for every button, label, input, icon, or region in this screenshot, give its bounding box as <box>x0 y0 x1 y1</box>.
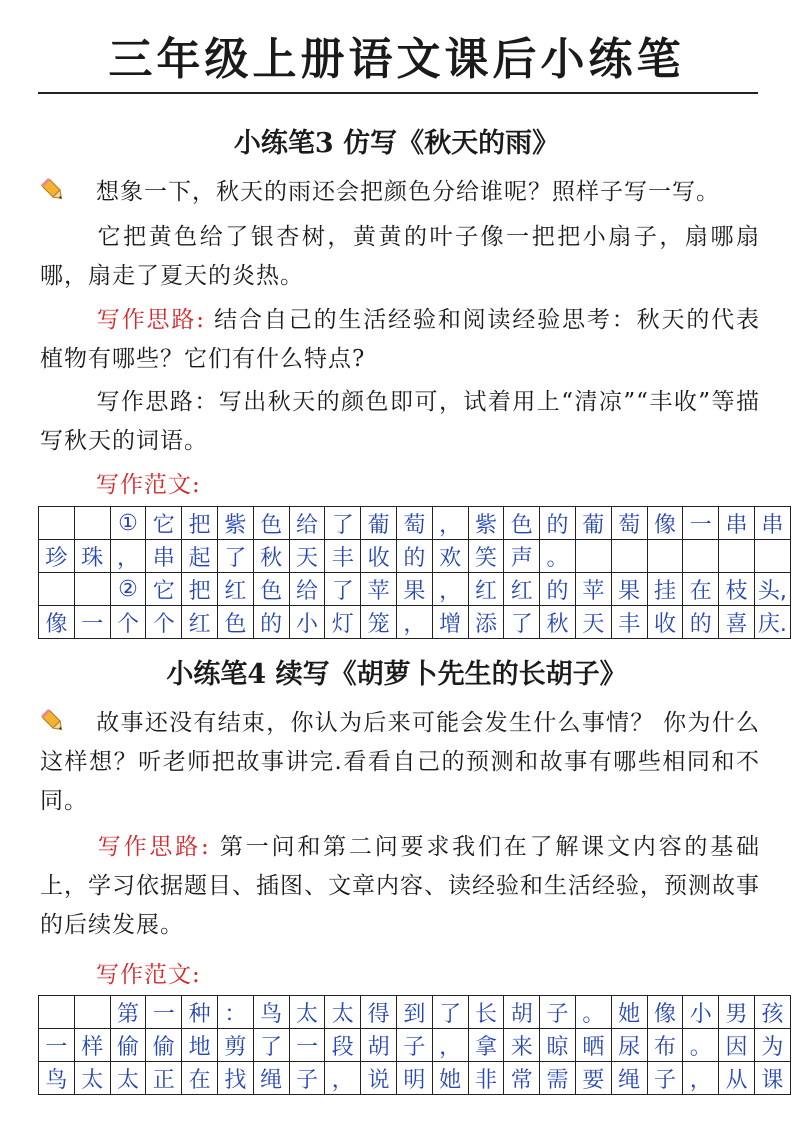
grid-cell: 了 <box>253 1029 289 1062</box>
grid-cell <box>647 540 683 573</box>
grid-cell: 欢 <box>432 540 468 573</box>
grid-cell: ， <box>432 573 468 606</box>
grid-cell: 的 <box>396 540 432 573</box>
grid-cell: 苹 <box>575 573 611 606</box>
grid-cell <box>611 540 647 573</box>
grid-row <box>39 1062 791 1095</box>
grid-cell: 课 <box>754 1062 790 1095</box>
grid-cell: 丰 <box>325 540 361 573</box>
grid-cell: 的 <box>540 573 576 606</box>
grid-cell: 秋 <box>253 540 289 573</box>
grid-cell: 的 <box>253 606 289 639</box>
grid-cell <box>575 540 611 573</box>
grid-cell: 正 <box>146 1062 182 1095</box>
section3-tip1: 写作思路: 结合自己的生活经验和阅读经验思考：秋天的代表植物有哪些？它们有什么特点? <box>40 307 761 372</box>
grid-cell: 尿 <box>611 1029 647 1062</box>
grid-cell <box>39 507 75 540</box>
grid-cell: 需 <box>540 1062 576 1095</box>
grid-cell: 收 <box>647 606 683 639</box>
grid-cell: ， <box>432 1029 468 1062</box>
grid-cell: 常 <box>504 1062 540 1095</box>
grid-cell: 红 <box>182 606 218 639</box>
grid-cell: 种 <box>182 996 218 1029</box>
grid-cell: 色 <box>504 507 540 540</box>
grid-cell <box>39 573 75 606</box>
grid-cell: 了 <box>217 540 253 573</box>
grid-cell: 紫 <box>468 507 504 540</box>
grid-cell: 笑 <box>468 540 504 573</box>
grid-cell: 收 <box>361 540 397 573</box>
grid-cell: 苹 <box>361 573 397 606</box>
grid-cell: 第 <box>110 996 146 1029</box>
grid-cell: 珠 <box>74 540 110 573</box>
grid-cell: 串 <box>754 507 790 540</box>
grid-cell: 剪 <box>217 1029 253 1062</box>
grid-row <box>39 507 791 540</box>
grid-cell: 为 <box>754 1029 790 1062</box>
tip-label: 写作思路: <box>96 307 205 333</box>
grid-cell: 串 <box>146 540 182 573</box>
grid-cell: 了 <box>325 507 361 540</box>
grid-cell: ， <box>396 606 432 639</box>
grid-cell: 鸟 <box>253 996 289 1029</box>
grid-cell: 一 <box>39 1029 75 1062</box>
grid-cell: 果 <box>396 573 432 606</box>
grid-cell: 像 <box>647 507 683 540</box>
grid-cell: 像 <box>647 996 683 1029</box>
grid-cell: 个 <box>110 606 146 639</box>
grid-cell: 葡 <box>361 507 397 540</box>
section4-writing-grid <box>38 995 791 1095</box>
grid-cell: 明 <box>396 1062 432 1095</box>
grid-cell <box>74 573 110 606</box>
grid-cell: 她 <box>432 1062 468 1095</box>
grid-cell: 从 <box>719 1062 755 1095</box>
grid-cell: 串 <box>719 507 755 540</box>
grid-cell: 秋 <box>540 606 576 639</box>
title-divider <box>38 92 758 94</box>
grid-row <box>39 540 791 573</box>
sample-label: 写作范文: <box>96 962 201 988</box>
grid-cell: ① <box>110 507 146 540</box>
grid-cell: 晒 <box>575 1029 611 1062</box>
grid-cell: 子 <box>289 1062 325 1095</box>
grid-cell: 得 <box>361 996 397 1029</box>
grid-cell: 它 <box>146 507 182 540</box>
grid-cell: 给 <box>289 573 325 606</box>
grid-cell: 长 <box>468 996 504 1029</box>
grid-cell: 像 <box>39 606 75 639</box>
grid-cell: 紫 <box>217 507 253 540</box>
grid-cell: 添 <box>468 606 504 639</box>
grid-cell: 葡 <box>575 507 611 540</box>
grid-cell: 一 <box>289 1029 325 1062</box>
grid-cell: 给 <box>289 507 325 540</box>
grid-cell: 太 <box>110 1062 146 1095</box>
grid-cell: 偷 <box>146 1029 182 1062</box>
grid-cell: 头, <box>754 573 790 606</box>
grid-cell: 丰 <box>611 606 647 639</box>
grid-cell: 笼 <box>361 606 397 639</box>
section3-prompt: 想象一下，秋天的雨还会把颜色分给谁呢？照样子写一写。 <box>96 179 720 205</box>
grid-cell: 拿 <box>468 1029 504 1062</box>
grid-cell: 萄 <box>611 507 647 540</box>
grid-cell: 天 <box>575 606 611 639</box>
grid-cell: 地 <box>182 1029 218 1062</box>
grid-cell: 子 <box>647 1062 683 1095</box>
grid-cell: 因 <box>719 1029 755 1062</box>
grid-cell: 声 <box>504 540 540 573</box>
grid-cell: 来 <box>504 1029 540 1062</box>
section4-sample-label-line <box>40 956 760 995</box>
grid-cell: 挂 <box>647 573 683 606</box>
section4-prompt: 故事还没有结束，你认为后来可能会发生什么事情？ 你为什么这样想？听老师把故事讲完.看看自己的预测和故事有哪些相同和不同。 <box>40 710 760 814</box>
grid-cell: 果 <box>611 573 647 606</box>
grid-cell: 庆. <box>754 606 790 639</box>
grid-cell: 绳 <box>253 1062 289 1095</box>
grid-row <box>39 573 791 606</box>
grid-cell: 太 <box>74 1062 110 1095</box>
grid-cell: 偷 <box>110 1029 146 1062</box>
grid-cell <box>74 996 110 1029</box>
grid-cell: 红 <box>504 573 540 606</box>
grid-cell: 男 <box>719 996 755 1029</box>
grid-cell: 样 <box>74 1029 110 1062</box>
section3-tip2: 写作思路：写出秋天的颜色即可，试着用上“清凉”“丰收”等描写秋天的词语。 <box>40 389 760 454</box>
grid-cell: 要 <box>575 1062 611 1095</box>
grid-cell: ， <box>325 1062 361 1095</box>
grid-cell: 到 <box>396 996 432 1029</box>
grid-cell: ， <box>110 540 146 573</box>
grid-cell: 。 <box>575 996 611 1029</box>
grid-cell: 太 <box>325 996 361 1029</box>
grid-cell: ， <box>432 507 468 540</box>
grid-cell: 把 <box>182 573 218 606</box>
grid-row <box>39 606 791 639</box>
grid-cell: 绳 <box>611 1062 647 1095</box>
grid-cell <box>74 507 110 540</box>
grid-cell: 一 <box>146 996 182 1029</box>
grid-cell <box>683 540 719 573</box>
grid-cell: 起 <box>182 540 218 573</box>
grid-cell: 珍 <box>39 540 75 573</box>
grid-cell: 天 <box>289 540 325 573</box>
page-title: 三年级上册语文课后小练笔 <box>108 34 685 85</box>
grid-cell: ② <box>110 573 146 606</box>
grid-cell: 小 <box>683 996 719 1029</box>
grid-cell: 子 <box>396 1029 432 1062</box>
grid-cell: 。 <box>683 1029 719 1062</box>
section4-title: 小练笔4 续写《胡萝卜先生的长胡子》 <box>166 659 627 690</box>
grid-cell: 喜 <box>719 606 755 639</box>
grid-row <box>39 996 791 1029</box>
grid-cell: 了 <box>432 996 468 1029</box>
grid-cell: 非 <box>468 1062 504 1095</box>
grid-cell: 说 <box>361 1062 397 1095</box>
grid-cell: 子 <box>540 996 576 1029</box>
grid-cell: 了 <box>504 606 540 639</box>
grid-cell <box>719 540 755 573</box>
grid-cell: 红 <box>468 573 504 606</box>
grid-cell: 段 <box>325 1029 361 1062</box>
grid-cell: 把 <box>182 507 218 540</box>
grid-cell: 鸟 <box>39 1062 75 1095</box>
grid-cell: 胡 <box>504 996 540 1029</box>
grid-cell: 枝 <box>719 573 755 606</box>
grid-cell: 色 <box>217 606 253 639</box>
section3-writing-grid <box>38 506 791 639</box>
grid-cell: 灯 <box>325 606 361 639</box>
section3-sample-label-line <box>40 466 760 505</box>
grid-cell: 它 <box>146 573 182 606</box>
grid-cell: 个 <box>146 606 182 639</box>
grid-cell: 色 <box>253 573 289 606</box>
section4-tip: 写作思路: 第一问和第二问要求我们在了解课文内容的基础上，学习依据题目、插图、文章内容、读经验和生活经验，预测故事的后续发展。 <box>40 834 761 938</box>
grid-cell: ： <box>217 996 253 1029</box>
grid-cell: 色 <box>253 507 289 540</box>
grid-cell: 胡 <box>361 1029 397 1062</box>
grid-cell: 一 <box>683 507 719 540</box>
grid-cell: 孩 <box>754 996 790 1029</box>
grid-cell: 。 <box>540 540 576 573</box>
section3-title: 小练笔3 仿写《秋天的雨》 <box>233 128 560 159</box>
grid-cell: ， <box>683 1062 719 1095</box>
sample-label: 写作范文: <box>96 472 201 498</box>
grid-cell: 了 <box>325 573 361 606</box>
grid-cell: 增 <box>432 606 468 639</box>
grid-cell: 找 <box>217 1062 253 1095</box>
grid-cell: 布 <box>647 1029 683 1062</box>
grid-cell: 在 <box>182 1062 218 1095</box>
tip-label: 写作思路: <box>96 834 210 860</box>
grid-row <box>39 1029 791 1062</box>
grid-cell: 她 <box>611 996 647 1029</box>
section3-example: 它把黄色给了银杏树，黄黄的叶子像一把把小扇子，扇哪扇哪，扇走了夏天的炎热。 <box>40 224 760 289</box>
grid-cell: 的 <box>683 606 719 639</box>
grid-cell: 小 <box>289 606 325 639</box>
grid-cell: 红 <box>217 573 253 606</box>
grid-cell: 晾 <box>540 1029 576 1062</box>
grid-cell <box>754 540 790 573</box>
grid-cell: 太 <box>289 996 325 1029</box>
grid-cell: 的 <box>540 507 576 540</box>
grid-cell: 一 <box>74 606 110 639</box>
grid-cell: 在 <box>683 573 719 606</box>
grid-cell: 萄 <box>396 507 432 540</box>
grid-cell <box>39 996 75 1029</box>
